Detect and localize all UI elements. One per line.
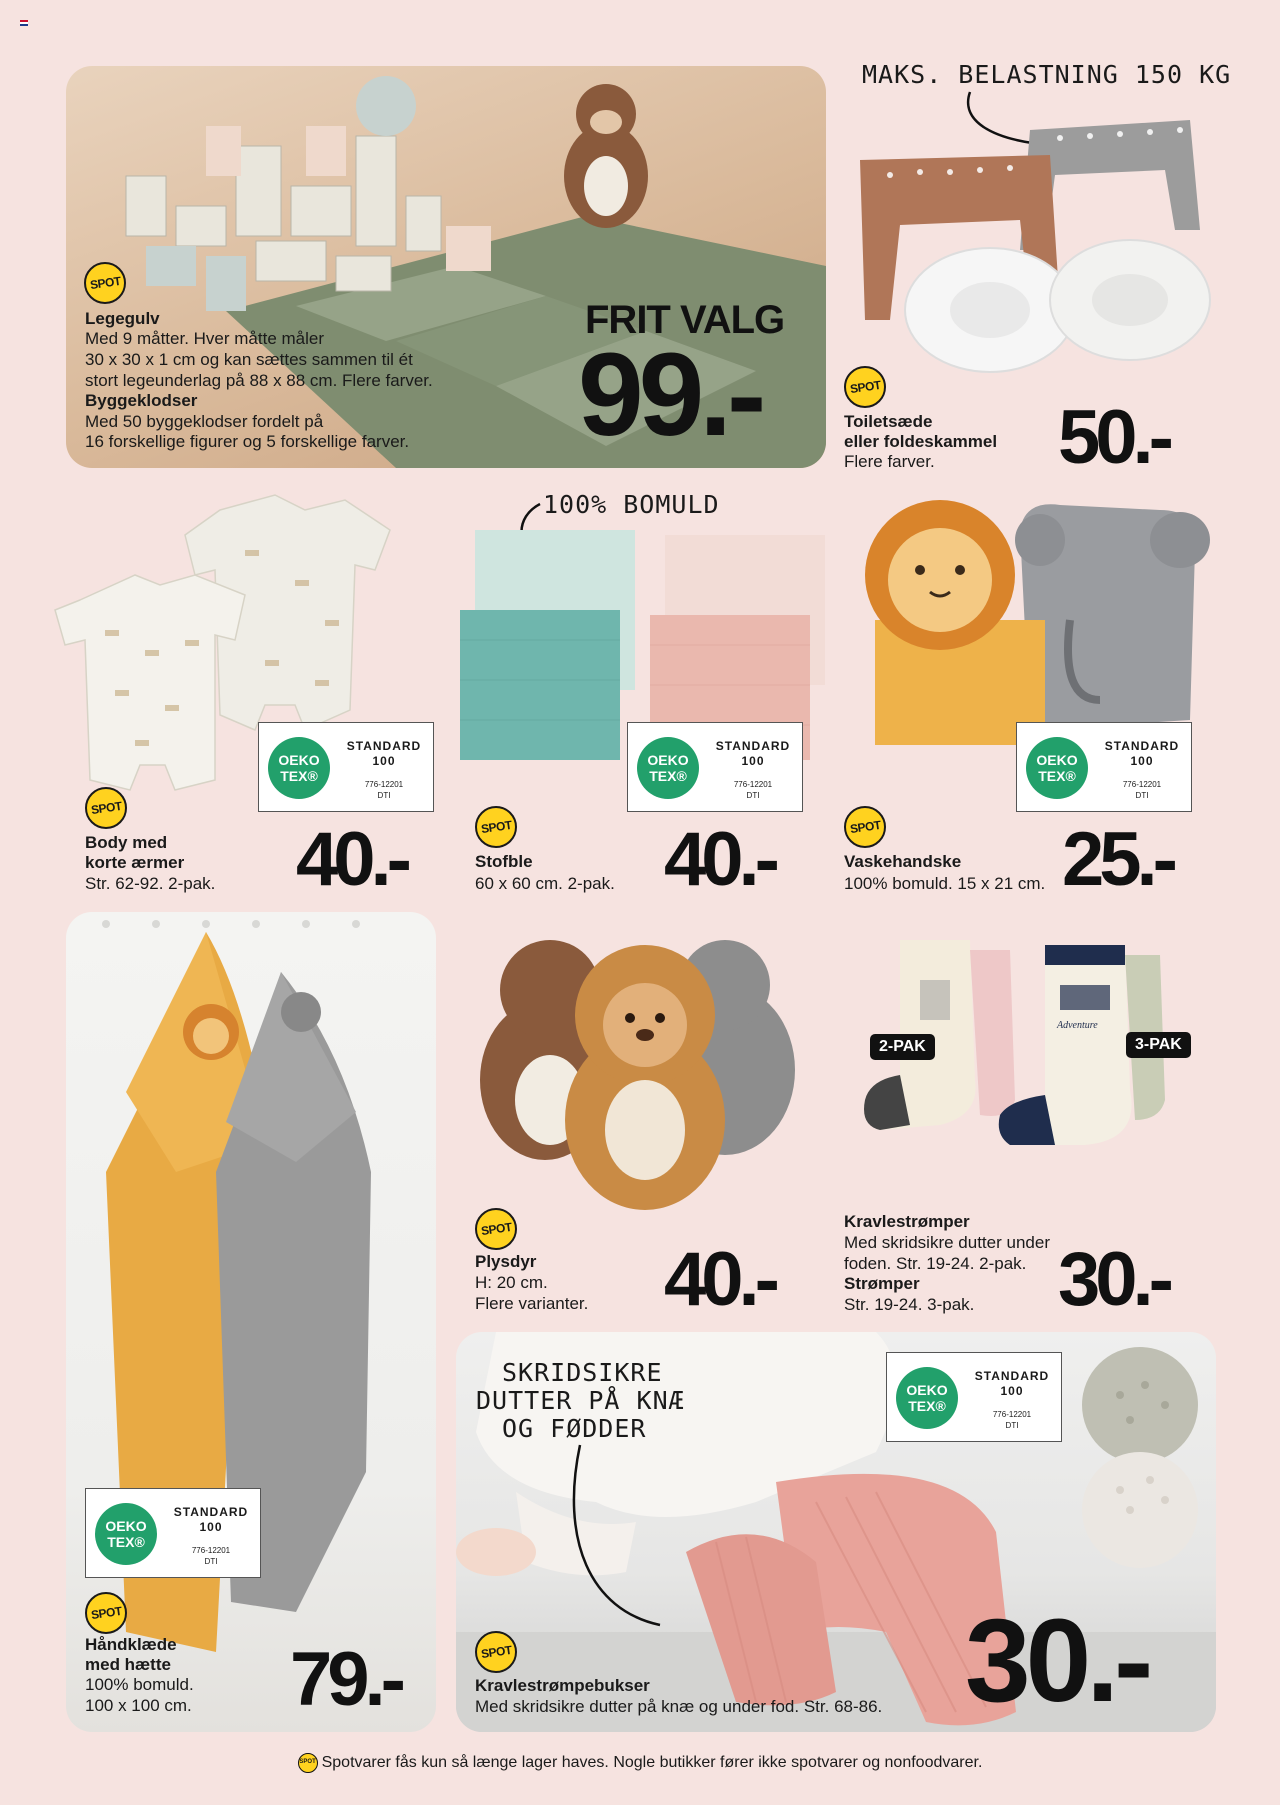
socks-illustration <box>860 940 1200 1190</box>
stofble-title: Stofble <box>475 852 533 871</box>
playmat-desc-2: 30 x 30 x 1 cm og kan sættes sammen til ét <box>85 350 413 369</box>
blocks-desc-1: Med 50 byggeklodser fordelt på <box>85 412 324 431</box>
oeko-tex-label: OEKO TEX® STANDARD 100 776-12201 DTI <box>258 722 434 812</box>
washcloth-illustration <box>860 500 1220 750</box>
body-price: 40.- <box>296 817 407 902</box>
socks-price: 30.- <box>1058 1237 1169 1322</box>
playmat-desc-1: Med 9 måtter. Hver måtte måler <box>85 329 325 348</box>
towel-title-2: med hætte <box>85 1655 171 1674</box>
plush-price: 40.- <box>664 1237 775 1322</box>
oeko-tex-logo-icon: OEKO TEX® <box>268 737 330 799</box>
tights-price: 30.- <box>965 1595 1149 1727</box>
toilet-title-2: eller foldeskammel <box>844 432 998 451</box>
oeko-tex-label: OEKO TEX® STANDARD 100 776-12201 DTI <box>1016 722 1192 812</box>
stool-illustration <box>860 110 1230 390</box>
spot-badge: SPOT <box>475 1631 517 1673</box>
toilet-note: MAKS. BELASTNING 150 KG <box>862 60 1232 89</box>
playmat-desc-3: stort legeunderlag på 88 x 88 cm. Flere farver. <box>85 371 433 390</box>
oeko-tex-logo-icon: OEKO TEX® <box>896 1367 958 1429</box>
washcloth-price: 25.- <box>1062 817 1173 902</box>
oeko-tex-label: OEKO TEX® STANDARD 100 776-12201 DTI <box>85 1488 261 1578</box>
stofble-price: 40.- <box>664 817 775 902</box>
toilet-price: 50.- <box>1058 395 1169 480</box>
body-title-1: Body med <box>85 833 168 852</box>
oeko-tex-logo-icon: OEKO TEX® <box>1026 737 1088 799</box>
spot-badge: SPOT <box>475 1208 517 1250</box>
crawl-socks-desc-1: Med skridsikre dutter under <box>844 1233 1050 1252</box>
footer-note: SPOT Spotvarer fås kun så længe lager haves. Nogle butikker fører ikke spotvarer og nonfoodvarer. <box>299 1754 983 1772</box>
crawl-socks-title: Kravlestrømper <box>844 1212 970 1231</box>
tights-note-3: OG FØDDER <box>502 1414 647 1443</box>
plush-title: Plysdyr <box>475 1252 537 1271</box>
note-arrow-icon <box>560 1440 680 1670</box>
tights-note-2: DUTTER PÅ KNÆ <box>476 1386 685 1415</box>
towel-desc-2: 100 x 100 cm. <box>85 1696 192 1715</box>
oeko-tex-logo-icon: OEKO TEX® <box>637 737 699 799</box>
oeko-tex-logo-icon: OEKO TEX® <box>95 1503 157 1565</box>
crawl-socks-desc-2: foden. Str. 19-24. 2-pak. <box>844 1254 1027 1273</box>
socks-desc: Str. 19-24. 3-pak. <box>844 1295 975 1314</box>
oeko-tex-label: OEKO TEX® STANDARD 100 776-12201 DTI <box>886 1352 1062 1442</box>
spot-badge: SPOT <box>844 366 886 408</box>
towel-title-1: Håndklæde <box>85 1635 177 1654</box>
flag-icon <box>20 20 28 26</box>
playmat-title: Legegulv <box>85 309 160 328</box>
tights-title: Kravlestrømpebukser <box>475 1676 650 1695</box>
playmat-price: 99.- <box>578 329 762 461</box>
spot-badge: SPOT <box>85 787 127 829</box>
spot-mini-icon: SPOT <box>298 1753 318 1773</box>
sole-closeup-illustration <box>1070 1360 1210 1510</box>
body-title-2: korte ærmer <box>85 853 185 872</box>
toilet-title-1: Toiletsæde <box>844 412 933 431</box>
blocks-desc-2: 16 forskellige figurer og 5 forskellige farver. <box>85 432 410 451</box>
plush-illustration <box>455 930 815 1220</box>
oeko-tex-label: OEKO TEX® STANDARD 100 776-12201 DTI <box>627 722 803 812</box>
towel-desc-1: 100% bomuld. <box>85 1675 194 1694</box>
socks-title: Strømper <box>844 1274 920 1293</box>
toilet-desc: Flere farver. <box>844 452 935 471</box>
tights-desc: Med skridsikre dutter på knæ og under fod. Str. 68-86. <box>475 1697 883 1716</box>
tights-note-1: SKRIDSIKRE <box>502 1358 663 1387</box>
spot-badge: SPOT <box>475 806 517 848</box>
washcloth-title: Vaskehandske <box>844 852 962 871</box>
plush-desc-2: Flere varianter. <box>475 1294 589 1313</box>
body-desc: Str. 62-92. 2-pak. <box>85 874 216 893</box>
washcloth-desc: 100% bomuld. 15 x 21 cm. <box>844 874 1046 893</box>
stofble-desc: 60 x 60 cm. 2-pak. <box>475 874 615 893</box>
spot-badge: SPOT <box>85 1592 127 1634</box>
pak-badge-left: 2-PAK <box>870 1034 935 1060</box>
pak-badge-right: 3-PAK <box>1126 1032 1191 1058</box>
towel-price: 79.- <box>290 1637 401 1722</box>
stofble-note: 100% BOMULD <box>543 490 720 519</box>
frit-valg-label: FRIT VALG <box>585 298 785 342</box>
plush-desc-1: H: 20 cm. <box>475 1273 548 1292</box>
spot-badge: SPOT <box>84 262 126 304</box>
sock-text: Adventure <box>1057 1020 1098 1031</box>
blocks-title: Byggeklodser <box>85 391 198 410</box>
spot-badge: SPOT <box>844 806 886 848</box>
